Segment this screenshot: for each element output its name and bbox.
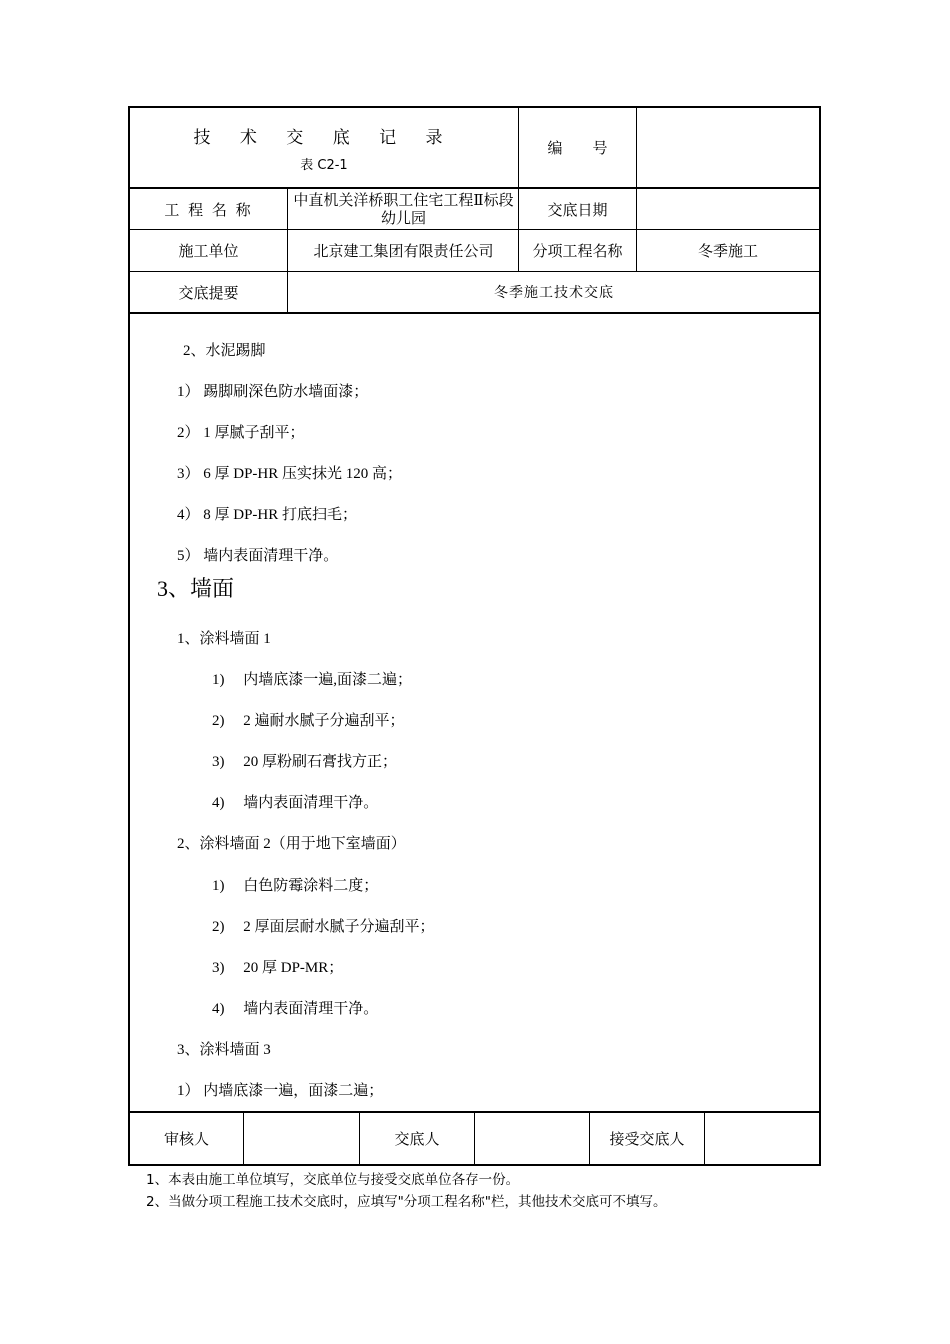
content-line: 1) 内墙底漆一遍,面漆二遍；: [212, 672, 412, 688]
construction-unit-value[interactable]: 北京建工集团有限责任公司: [313, 242, 494, 260]
content-line: 2） 1 厚腻子刮平；: [177, 425, 305, 441]
content-line: 2) 2 遍耐水腻子分遍刮平；: [212, 713, 405, 729]
content-line: 4) 墙内表面清理干净。: [212, 795, 379, 811]
summary-value[interactable]: 冬季施工技术交底: [494, 285, 614, 301]
receiver-label: 接受交底人: [609, 1130, 685, 1148]
construction-unit-label: 施工单位: [178, 242, 239, 260]
content-line: 1） 踢脚刷深色防水墙面漆；: [177, 384, 369, 400]
disclosure-date-value[interactable]: [637, 189, 819, 229]
content-line: 5） 墙内表面清理干净。: [177, 548, 339, 564]
subproject-name-value[interactable]: 冬季施工: [697, 242, 758, 260]
footnote-1: 1、本表由施工单位填写，交底单位与接受交底单位各存一份。: [146, 1172, 520, 1188]
header-title-cell: [130, 108, 518, 187]
content-line: 1） 内墙底漆一遍，面漆二遍；: [177, 1083, 384, 1099]
content-line: 4) 墙内表面清理干净。: [212, 1001, 379, 1017]
section-heading: 3、墙面: [157, 576, 235, 601]
content-line: 3) 20 厚 DP-MR；: [212, 960, 344, 976]
receiver-value[interactable]: [705, 1113, 819, 1164]
content-line: 3) 20 厚粉刷石膏找方正；: [212, 754, 397, 770]
project-name-value[interactable]: 中直机关洋桥职工住宅工程Ⅱ标段幼儿园: [293, 191, 514, 227]
number-value[interactable]: [637, 108, 819, 187]
reviewer-label: 审核人: [163, 1130, 209, 1148]
number-label: 编 号: [547, 139, 608, 157]
disclosure-date-label: 交底日期: [547, 200, 608, 219]
content-line: 2、涂料墙面 2（用于地下室墙面）: [177, 836, 406, 852]
project-name-label: 工 程 名 称: [164, 200, 253, 219]
content-line: 1、涂料墙面 1: [177, 631, 271, 647]
content-line: 3、涂料墙面 3: [177, 1042, 271, 1058]
content-line: 1) 白色防霉涂料二度；: [212, 878, 379, 894]
discloser-value[interactable]: [475, 1113, 589, 1164]
form-number: 表 C2-1: [300, 157, 348, 173]
table-border-right: [819, 106, 821, 1166]
content-line: 4） 8 厚 DP-HR 打底扫毛；: [177, 507, 358, 523]
content-line: 3） 6 厚 DP-HR 压实抹光 120 高；: [177, 466, 403, 482]
discloser-label: 交底人: [394, 1130, 440, 1148]
reviewer-value[interactable]: [244, 1113, 359, 1164]
summary-label: 交底提要: [178, 283, 239, 302]
document-title: 技 术 交 底 记 录: [193, 127, 455, 148]
row-divider-4: [128, 312, 821, 314]
content-line: 2) 2 厚面层耐水腻子分遍刮平；: [212, 919, 435, 935]
subproject-name-label: 分项工程名称: [532, 242, 623, 260]
col-divider-a: [287, 188, 288, 313]
footnote-2: 2、当做分项工程施工技术交底时，应填写"分项工程名称"栏，其他技术交底可不填写。: [146, 1194, 667, 1210]
content-line: 2、水泥踢脚: [183, 343, 266, 359]
